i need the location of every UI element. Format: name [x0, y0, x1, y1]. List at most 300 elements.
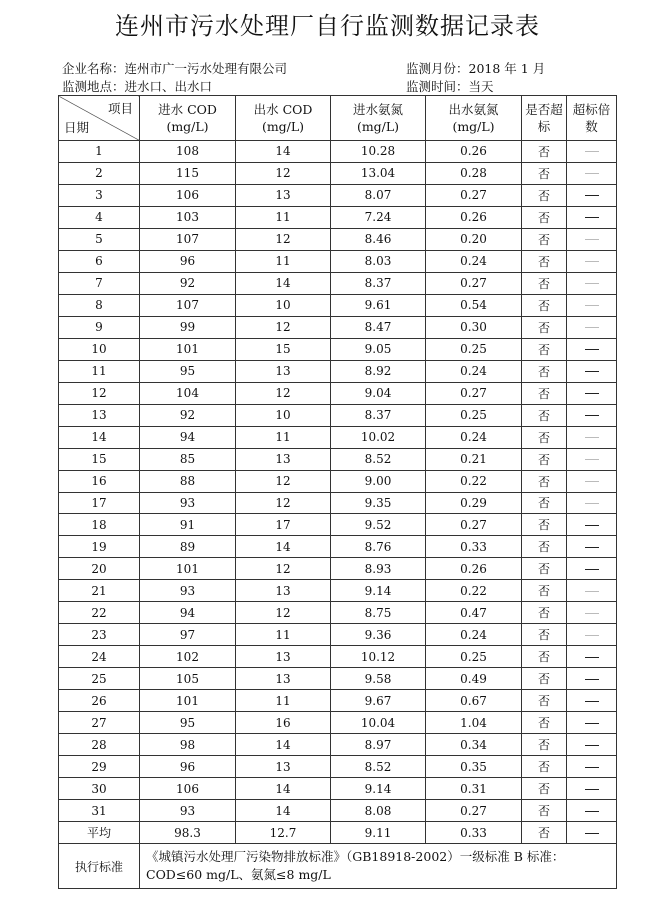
- header-in-nh: [331, 96, 426, 141]
- row-in-nh: 9.58: [331, 668, 426, 690]
- dash-mark: [585, 195, 599, 196]
- row-exceed: 否: [522, 426, 567, 448]
- row-out-cod: 11: [236, 690, 331, 712]
- row-out-nh: 0.25: [426, 646, 522, 668]
- row-out-nh: 1.04: [426, 712, 522, 734]
- company-name: 连州市广一污水处理有限公司: [124, 61, 288, 76]
- table-row: [59, 800, 617, 822]
- row-exceed: 否: [522, 558, 567, 580]
- dash-mark: [585, 569, 599, 570]
- table-row: [59, 778, 617, 800]
- company-label: 企业名称：: [62, 61, 125, 76]
- row-exceed: 否: [522, 272, 567, 294]
- time-value: 当天: [468, 79, 494, 94]
- row-in-cod: 107: [140, 228, 236, 250]
- row-in-nh: 9.52: [331, 514, 426, 536]
- company-line: [62, 59, 287, 77]
- header-in-cod: [140, 96, 236, 141]
- row-in-nh: 8.03: [331, 250, 426, 272]
- row-out-nh: 0.27: [426, 272, 522, 294]
- row-multiple: [567, 624, 617, 646]
- row-day: 13: [59, 404, 140, 426]
- row-exceed: 否: [522, 250, 567, 272]
- row-in-cod: 97: [140, 624, 236, 646]
- row-day: 23: [59, 624, 140, 646]
- header-exceed: 是否超标: [522, 96, 567, 141]
- row-out-cod: 14: [236, 272, 331, 294]
- row-multiple: [567, 250, 617, 272]
- row-out-nh: 0.35: [426, 756, 522, 778]
- row-in-cod: 101: [140, 338, 236, 360]
- row-out-nh: 0.21: [426, 448, 522, 470]
- header-date: 日期: [64, 120, 90, 135]
- row-out-cod: 11: [236, 250, 331, 272]
- row-exceed: 否: [522, 492, 567, 514]
- row-exceed: 否: [522, 624, 567, 646]
- row-in-cod: 99: [140, 316, 236, 338]
- row-multiple: [567, 734, 617, 756]
- row-out-cod: 11: [236, 426, 331, 448]
- month-value: 2018 年 1 月: [468, 61, 546, 76]
- row-in-cod: 92: [140, 404, 236, 426]
- dash-mark: [585, 811, 599, 812]
- row-out-cod: 12: [236, 382, 331, 404]
- table-row: [59, 668, 617, 690]
- row-in-nh: 9.00: [331, 470, 426, 492]
- row-out-cod: 13: [236, 646, 331, 668]
- row-out-cod: 13: [236, 756, 331, 778]
- page-title: 连州市污水处理厂自行监测数据记录表: [115, 12, 540, 40]
- row-in-cod: 101: [140, 558, 236, 580]
- dash-mark: [585, 173, 599, 174]
- row-in-cod: 101: [140, 690, 236, 712]
- row-out-nh: 0.24: [426, 624, 522, 646]
- row-day: 25: [59, 668, 140, 690]
- dash-mark: [585, 503, 599, 504]
- row-in-cod: 104: [140, 382, 236, 404]
- row-day: 9: [59, 316, 140, 338]
- row-multiple: [567, 514, 617, 536]
- row-exceed: 否: [522, 800, 567, 822]
- row-in-nh: 8.92: [331, 360, 426, 382]
- row-multiple: [567, 712, 617, 734]
- row-exceed: 否: [522, 360, 567, 382]
- row-day: 15: [59, 448, 140, 470]
- row-in-cod: 106: [140, 184, 236, 206]
- row-multiple: [567, 492, 617, 514]
- row-in-nh: 9.67: [331, 690, 426, 712]
- row-exceed: 否: [522, 712, 567, 734]
- row-in-cod: 93: [140, 580, 236, 602]
- table-row: [59, 602, 617, 624]
- table-row: [59, 690, 617, 712]
- row-multiple: [567, 668, 617, 690]
- row-in-cod: 89: [140, 536, 236, 558]
- row-day: 8: [59, 294, 140, 316]
- row-day: 14: [59, 426, 140, 448]
- row-exceed: 否: [522, 734, 567, 756]
- row-exceed: 否: [522, 756, 567, 778]
- row-in-nh: 8.75: [331, 602, 426, 624]
- row-out-nh: 0.22: [426, 580, 522, 602]
- location-line: [62, 77, 212, 95]
- row-multiple: [567, 294, 617, 316]
- row-in-cod: 115: [140, 162, 236, 184]
- header-unit: (mg/L): [356, 119, 400, 134]
- row-out-nh: 0.24: [426, 360, 522, 382]
- month-line: [406, 59, 545, 77]
- average-out-nh: 0.33: [426, 822, 522, 844]
- table-row: [59, 646, 617, 668]
- table-row: [59, 558, 617, 580]
- table-row: [59, 382, 617, 404]
- dash-mark: [585, 547, 599, 548]
- row-in-nh: 8.07: [331, 184, 426, 206]
- table-row: [59, 338, 617, 360]
- row-in-nh: 10.12: [331, 646, 426, 668]
- location-value: 进水口、出水口: [124, 79, 213, 94]
- table-row: [59, 272, 617, 294]
- row-out-nh: 0.34: [426, 734, 522, 756]
- row-out-cod: 14: [236, 734, 331, 756]
- row-exceed: 否: [522, 294, 567, 316]
- row-multiple: [567, 558, 617, 580]
- row-day: 24: [59, 646, 140, 668]
- table-row: [59, 360, 617, 382]
- standard-label: 执行标准: [59, 844, 140, 889]
- table-row: [59, 712, 617, 734]
- table-row: [59, 141, 617, 163]
- row-in-cod: 108: [140, 141, 236, 163]
- row-out-nh: 0.31: [426, 778, 522, 800]
- row-day: 6: [59, 250, 140, 272]
- row-day: 4: [59, 206, 140, 228]
- row-in-nh: 8.47: [331, 316, 426, 338]
- dash-mark: [585, 745, 599, 746]
- average-row: [59, 822, 617, 844]
- month-label: 监测月份：: [406, 61, 469, 76]
- row-day: 12: [59, 382, 140, 404]
- row-in-nh: 13.04: [331, 162, 426, 184]
- row-day: 7: [59, 272, 140, 294]
- header-out-cod: [236, 96, 331, 141]
- time-label: 监测时间：: [406, 79, 469, 94]
- average-out-cod: 12.7: [236, 822, 331, 844]
- table-row: [59, 184, 617, 206]
- row-out-cod: 11: [236, 624, 331, 646]
- row-day: 2: [59, 162, 140, 184]
- header-item: 项目: [107, 101, 133, 116]
- row-out-cod: 10: [236, 294, 331, 316]
- average-label: 平均: [59, 822, 140, 844]
- row-exceed: 否: [522, 162, 567, 184]
- row-day: 31: [59, 800, 140, 822]
- row-day: 10: [59, 338, 140, 360]
- row-in-nh: 9.14: [331, 580, 426, 602]
- header-row: [59, 96, 617, 141]
- row-out-nh: 0.28: [426, 162, 522, 184]
- row-exceed: 否: [522, 778, 567, 800]
- row-out-cod: 14: [236, 778, 331, 800]
- table-row: [59, 580, 617, 602]
- row-in-cod: 88: [140, 470, 236, 492]
- row-exceed: 否: [522, 141, 567, 163]
- table-row: [59, 514, 617, 536]
- table-row: [59, 294, 617, 316]
- row-in-nh: 8.37: [331, 404, 426, 426]
- row-out-cod: 16: [236, 712, 331, 734]
- row-out-nh: 0.30: [426, 316, 522, 338]
- dash-mark: [585, 217, 599, 218]
- row-in-cod: 98: [140, 734, 236, 756]
- row-out-nh: 0.47: [426, 602, 522, 624]
- table-row: [59, 228, 617, 250]
- header-in-nh-label: 进水氨氮: [352, 102, 403, 117]
- row-day: 27: [59, 712, 140, 734]
- row-out-cod: 12: [236, 558, 331, 580]
- table-row: [59, 404, 617, 426]
- row-in-cod: 91: [140, 514, 236, 536]
- row-day: 18: [59, 514, 140, 536]
- row-day: 21: [59, 580, 140, 602]
- row-multiple: [567, 404, 617, 426]
- row-out-cod: 12: [236, 162, 331, 184]
- average-exceed: 否: [522, 822, 567, 844]
- row-multiple: [567, 646, 617, 668]
- row-exceed: 否: [522, 536, 567, 558]
- header-unit: (mg/L): [452, 119, 495, 134]
- row-in-nh: 7.24: [331, 206, 426, 228]
- row-out-nh: 0.25: [426, 338, 522, 360]
- row-out-cod: 14: [236, 536, 331, 558]
- row-in-nh: 8.76: [331, 536, 426, 558]
- row-day: 11: [59, 360, 140, 382]
- row-exceed: 否: [522, 668, 567, 690]
- row-multiple: [567, 316, 617, 338]
- table-row: [59, 470, 617, 492]
- standard-row: [59, 844, 617, 889]
- header-unit: (mg/L): [261, 119, 305, 134]
- row-multiple: [567, 448, 617, 470]
- dash-mark: [585, 393, 599, 394]
- row-exceed: 否: [522, 228, 567, 250]
- row-multiple: [567, 470, 617, 492]
- row-out-nh: 0.49: [426, 668, 522, 690]
- row-in-cod: 107: [140, 294, 236, 316]
- dash-mark: [585, 327, 599, 328]
- header-multiple: 超标倍数: [567, 96, 617, 141]
- table-row: [59, 426, 617, 448]
- row-in-cod: 95: [140, 360, 236, 382]
- row-multiple: [567, 778, 617, 800]
- dash-mark: [585, 701, 599, 702]
- row-out-nh: 0.26: [426, 558, 522, 580]
- row-out-cod: 13: [236, 580, 331, 602]
- row-day: 20: [59, 558, 140, 580]
- row-in-cod: 106: [140, 778, 236, 800]
- row-out-nh: 0.27: [426, 184, 522, 206]
- row-multiple: [567, 272, 617, 294]
- row-day: 3: [59, 184, 140, 206]
- row-day: 26: [59, 690, 140, 712]
- row-in-nh: 8.52: [331, 756, 426, 778]
- table-row: [59, 536, 617, 558]
- row-exceed: 否: [522, 690, 567, 712]
- row-out-cod: 13: [236, 668, 331, 690]
- row-in-nh: 10.02: [331, 426, 426, 448]
- location-label: 监测地点：: [62, 79, 125, 94]
- dash-mark: [585, 459, 599, 460]
- row-out-nh: 0.20: [426, 228, 522, 250]
- row-multiple: [567, 184, 617, 206]
- row-multiple: [567, 338, 617, 360]
- row-day: 17: [59, 492, 140, 514]
- table-row: [59, 756, 617, 778]
- table-row: [59, 316, 617, 338]
- row-in-cod: 96: [140, 756, 236, 778]
- dash-mark: [585, 415, 599, 416]
- row-exceed: 否: [522, 448, 567, 470]
- row-day: 5: [59, 228, 140, 250]
- row-out-nh: 0.24: [426, 426, 522, 448]
- row-in-nh: 8.93: [331, 558, 426, 580]
- row-in-nh: 8.52: [331, 448, 426, 470]
- row-in-cod: 94: [140, 602, 236, 624]
- row-multiple: [567, 382, 617, 404]
- row-in-cod: 102: [140, 646, 236, 668]
- row-out-cod: 13: [236, 360, 331, 382]
- dash-mark: [585, 525, 599, 526]
- header-in-cod-label: 进水 COD: [158, 102, 217, 117]
- time-line: [406, 77, 494, 95]
- row-out-cod: 12: [236, 492, 331, 514]
- row-out-nh: 0.67: [426, 690, 522, 712]
- row-multiple: [567, 228, 617, 250]
- row-in-cod: 85: [140, 448, 236, 470]
- row-out-cod: 13: [236, 448, 331, 470]
- table-row: [59, 206, 617, 228]
- table-row: [59, 734, 617, 756]
- row-exceed: 否: [522, 206, 567, 228]
- header-out-nh: [426, 96, 522, 141]
- table-row: [59, 624, 617, 646]
- row-multiple: [567, 141, 617, 163]
- row-in-cod: 105: [140, 668, 236, 690]
- row-in-nh: 10.04: [331, 712, 426, 734]
- row-multiple: [567, 206, 617, 228]
- row-exceed: 否: [522, 338, 567, 360]
- dash-mark: [585, 261, 599, 262]
- header-out-cod-label: 出水 COD: [253, 102, 313, 117]
- dash-mark: [585, 613, 599, 614]
- row-out-nh: 0.26: [426, 141, 522, 163]
- row-in-cod: 96: [140, 250, 236, 272]
- row-out-cod: 11: [236, 206, 331, 228]
- row-out-nh: 0.27: [426, 382, 522, 404]
- row-exceed: 否: [522, 602, 567, 624]
- row-exceed: 否: [522, 470, 567, 492]
- dash-mark: [585, 481, 599, 482]
- row-in-nh: 9.35: [331, 492, 426, 514]
- row-day: 16: [59, 470, 140, 492]
- row-in-nh: 9.14: [331, 778, 426, 800]
- row-out-nh: 0.24: [426, 250, 522, 272]
- row-in-cod: 94: [140, 426, 236, 448]
- dash-mark: [585, 437, 599, 438]
- table-row: [59, 448, 617, 470]
- row-out-cod: 17: [236, 514, 331, 536]
- row-exceed: 否: [522, 514, 567, 536]
- average-multiple: [567, 822, 617, 844]
- row-in-nh: 8.97: [331, 734, 426, 756]
- row-day: 29: [59, 756, 140, 778]
- dash-mark: [585, 723, 599, 724]
- row-day: 19: [59, 536, 140, 558]
- dash-mark: [585, 239, 599, 240]
- dash-mark: [585, 151, 599, 152]
- row-out-cod: 15: [236, 338, 331, 360]
- header-unit: (mg/L): [166, 119, 209, 134]
- row-in-cod: 92: [140, 272, 236, 294]
- row-exceed: 否: [522, 404, 567, 426]
- row-out-nh: 0.26: [426, 206, 522, 228]
- row-day: 22: [59, 602, 140, 624]
- row-in-nh: 10.28: [331, 141, 426, 163]
- row-out-nh: 0.27: [426, 514, 522, 536]
- row-multiple: [567, 360, 617, 382]
- dash-mark: [585, 657, 599, 658]
- row-out-cod: 10: [236, 404, 331, 426]
- standard-text: 《城镇污水处理厂污染物排放标准》（GB18918-2002）一级标准 B 标准：COD≤60 mg/L、氨氮≤8 mg/L: [140, 844, 617, 889]
- row-exceed: 否: [522, 316, 567, 338]
- row-exceed: 否: [522, 580, 567, 602]
- row-in-nh: 8.08: [331, 800, 426, 822]
- row-day: 1: [59, 141, 140, 163]
- header-diagonal-cell: [59, 96, 140, 141]
- row-out-cod: 12: [236, 316, 331, 338]
- dash-mark: [585, 349, 599, 350]
- row-out-cod: 14: [236, 141, 331, 163]
- average-in-cod: 98.3: [140, 822, 236, 844]
- table-row: [59, 492, 617, 514]
- row-in-cod: 93: [140, 492, 236, 514]
- dash-mark: [585, 635, 599, 636]
- dash-mark: [585, 679, 599, 680]
- row-out-cod: 12: [236, 228, 331, 250]
- row-multiple: [567, 580, 617, 602]
- row-out-nh: 0.25: [426, 404, 522, 426]
- row-in-cod: 93: [140, 800, 236, 822]
- table-row: [59, 162, 617, 184]
- row-in-cod: 103: [140, 206, 236, 228]
- dash-mark: [585, 591, 599, 592]
- row-multiple: [567, 162, 617, 184]
- row-multiple: [567, 800, 617, 822]
- row-in-nh: 8.37: [331, 272, 426, 294]
- dash-mark: [585, 767, 599, 768]
- row-exceed: 否: [522, 184, 567, 206]
- row-out-cod: 13: [236, 184, 331, 206]
- row-in-nh: 8.46: [331, 228, 426, 250]
- row-in-nh: 9.04: [331, 382, 426, 404]
- header-out-nh-label: 出水氨氮: [448, 102, 499, 117]
- row-day: 28: [59, 734, 140, 756]
- row-in-nh: 9.05: [331, 338, 426, 360]
- row-multiple: [567, 536, 617, 558]
- row-in-nh: 9.61: [331, 294, 426, 316]
- dash-mark: [585, 283, 599, 284]
- row-multiple: [567, 690, 617, 712]
